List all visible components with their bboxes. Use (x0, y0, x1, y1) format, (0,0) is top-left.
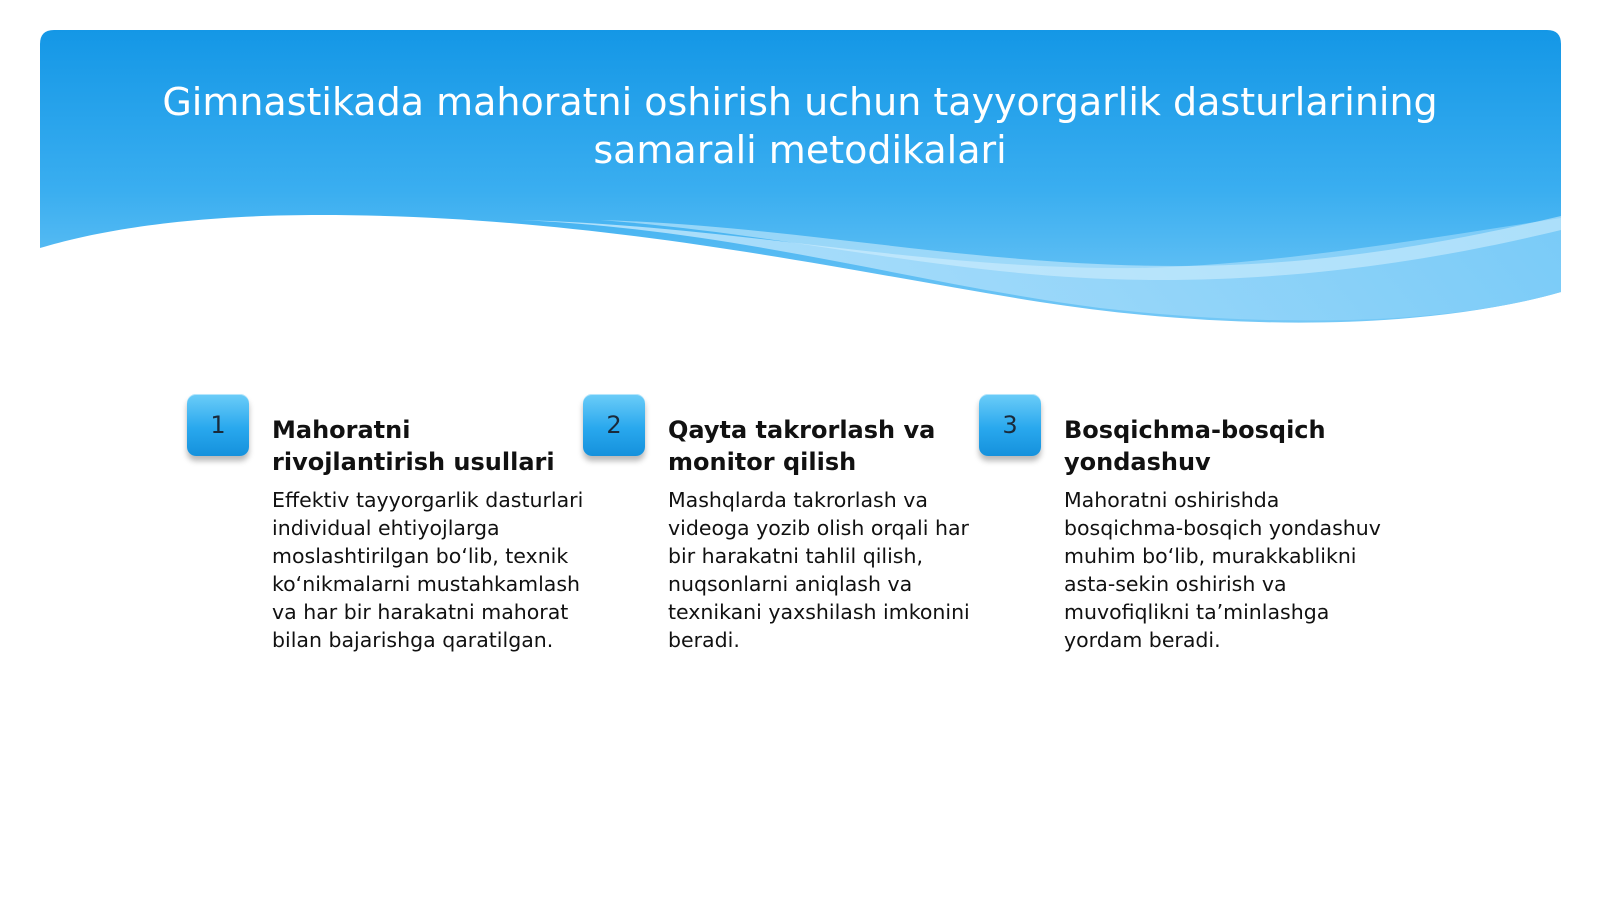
step-description-3: Mahoratni oshirishda bosqichma-bosqich yondashuv muhim bo‘lib, murakkablikni asta-sekin oshirish va muvofiqlikni ta’minlashga yordam beradi. (1064, 488, 1381, 652)
step-number-badge-1: 1 (187, 394, 249, 456)
step-card-3 (979, 394, 1381, 654)
step-number-badge-3: 3 (979, 394, 1041, 456)
step-title-2: Qayta takrorlash va monitor qilish (668, 416, 936, 476)
step-card-2 (583, 394, 970, 654)
step-number-badge-2: 2 (583, 394, 645, 456)
step-title-3: Bosqichma-bosqich yondashuv (1064, 416, 1326, 476)
step-description-1: Effektiv tayyorgarlik dasturlari individual ehtiyojlarga moslashtirilgan bo‘lib, texnik ko‘nikmalarni mustahkamlash va har bir harakatni mahorat bilan bajarishga qaratilgan. (272, 488, 584, 652)
step-card-1 (187, 394, 584, 654)
slide-title: Gimnastikada mahoratni oshirish uchun tayyorgarlik dasturlarining samarali metodikalari (162, 80, 1438, 172)
step-description-2: Mashqlarda takrorlash va videoga yozib olish orqali har bir harakatni tahlil qilish, nuqsonlarni aniqlash va texnikani yaxshilash imkonini beradi. (668, 488, 970, 652)
header-wave-banner (40, 30, 1561, 340)
step-title-1: Mahoratni rivojlantirish usullari (272, 416, 555, 476)
